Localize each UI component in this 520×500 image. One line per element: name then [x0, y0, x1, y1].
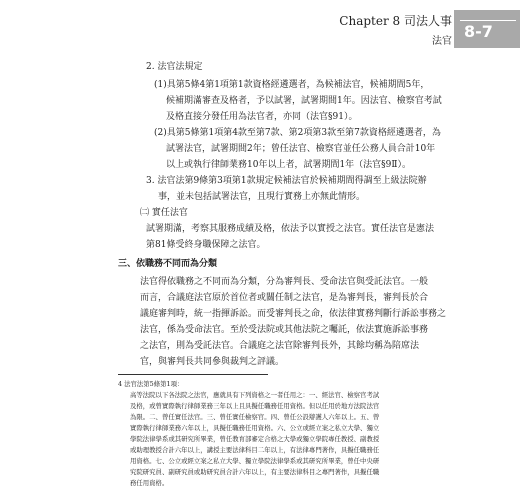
s2-2-line-1: (2)具第5條第1項第4款至第7款、第2項第3款至第7款資格經遴選者，為: [154, 128, 441, 138]
s2-title: 2. 法官法規定: [146, 62, 203, 72]
footnote-line-9: 務任用資格。: [130, 479, 169, 487]
s3-line-2: 事，並未包括試署法官，且現行實務上亦無此情形。: [158, 192, 366, 202]
s2-1-line-1: (1)具第5條4第1項第1款資格經遴選者，為候補法官，候補期間5年，: [154, 80, 430, 90]
page-header: [300, 10, 520, 50]
practical-judge-title: ㈡ 實任法官: [140, 208, 188, 218]
section-subtitle: 法官: [432, 36, 452, 47]
s2-2-line-2: 試署法官，試署期間2年；曾任法官、檢察官並任公務人員合計10年: [166, 144, 436, 154]
tab-divider: [460, 20, 516, 21]
section3-line-4: 法官，係為受命法官。至於受法院或其他法院之囑託，依法實施訴訟事務: [140, 325, 429, 335]
s2-1-line-3: 及格直接分發任用為法官者，亦同（法官§91）。: [166, 112, 358, 122]
section3-heading: 三、依職務不同而為分類: [118, 259, 218, 269]
page-number-tab: [454, 10, 520, 48]
section3-line-2: 而言，合議庭法官原於首位者或關任制之法官，是為審判長，審判長於合: [140, 293, 429, 303]
s2-2-line-3: 以上或執行律師業務10年以上者，試署期間1年（法官§9Ⅱ）。: [166, 160, 412, 170]
s3-line-1: 3. 法官法第9條第3項第1款規定候補法官於候補期間得調至上級法院辦: [146, 176, 427, 186]
section3-line-1: 法官得依職務之不同而為分類，分為審判長、受命法官與受託法官。一般: [140, 277, 429, 287]
section3-line-5: 之法官，則為受託法官。合議庭之法官除審判長外，其餘均稱為陪席法: [140, 341, 420, 351]
footnote-line-5: 學院法律學系或其研究所畢業，曾任教育部審定合格之大學或獨立學院專任教授、副教授: [130, 435, 380, 443]
practical-line-1: 試署期滿，考察其服務成績及格，依法予以實授之法官。實任法官是憲法: [146, 224, 435, 234]
footnote-divider: [118, 374, 268, 375]
chapter-heading: [339, 12, 452, 29]
footnote-line-6: 或助理教授合計六年以上，講授主要法律科目二年以上，有法律專門著作，具擬任職務任: [130, 446, 380, 454]
footnote-line-4: 實際執行律師業務六年以上，具擬任職務任用資格。六、公立或經立案之私立大學、獨立: [130, 424, 380, 432]
practical-line-2: 第81條受終身職保障之法官。: [146, 240, 266, 250]
footnote-line-8: 究院研究員、副研究員或助研究員合計六年以上，有主要法律科目之專門著作，具擬任職: [130, 468, 380, 476]
page-number: 8-7: [464, 22, 493, 41]
section3-line-6: 官，與審判長共同參與裁判之評議。: [140, 357, 285, 367]
section3-line-3: 議庭審判時，統一指揮訴訟。而受審判長之命，依法律實務判斷行訴訟事務之: [140, 309, 447, 319]
footnote-line-7: 用資格。七、公立或經立案之私立大學、獨立學院法律學系或其研究所畢業，曾任中央研: [130, 457, 380, 465]
chapter-title: 司法人事: [403, 14, 452, 28]
footnote-heading: 4 法官法第5條第1項：: [118, 380, 184, 388]
footnote-line-3: 為限。二、曾任實任法官。三、曾任實任檢察官。四、曾任公設辯護人六年以上。五、曾: [130, 413, 380, 421]
chapter-number: Chapter 8: [339, 14, 401, 28]
s2-1-line-2: 候補期滿審查及格者，予以試署，試署期間1年。因法官、檢察官考試: [166, 96, 442, 106]
footnote-line-2: 及格，或曾實際執行律師業務三年以上且具擬任職務任用資格。但以任用於地方法院法官: [130, 402, 380, 410]
footnote-line-1: 高等法院以下各法院之法官，應就具有下列資格之一者任用之：一、經法官、檢察官考試: [130, 391, 380, 399]
